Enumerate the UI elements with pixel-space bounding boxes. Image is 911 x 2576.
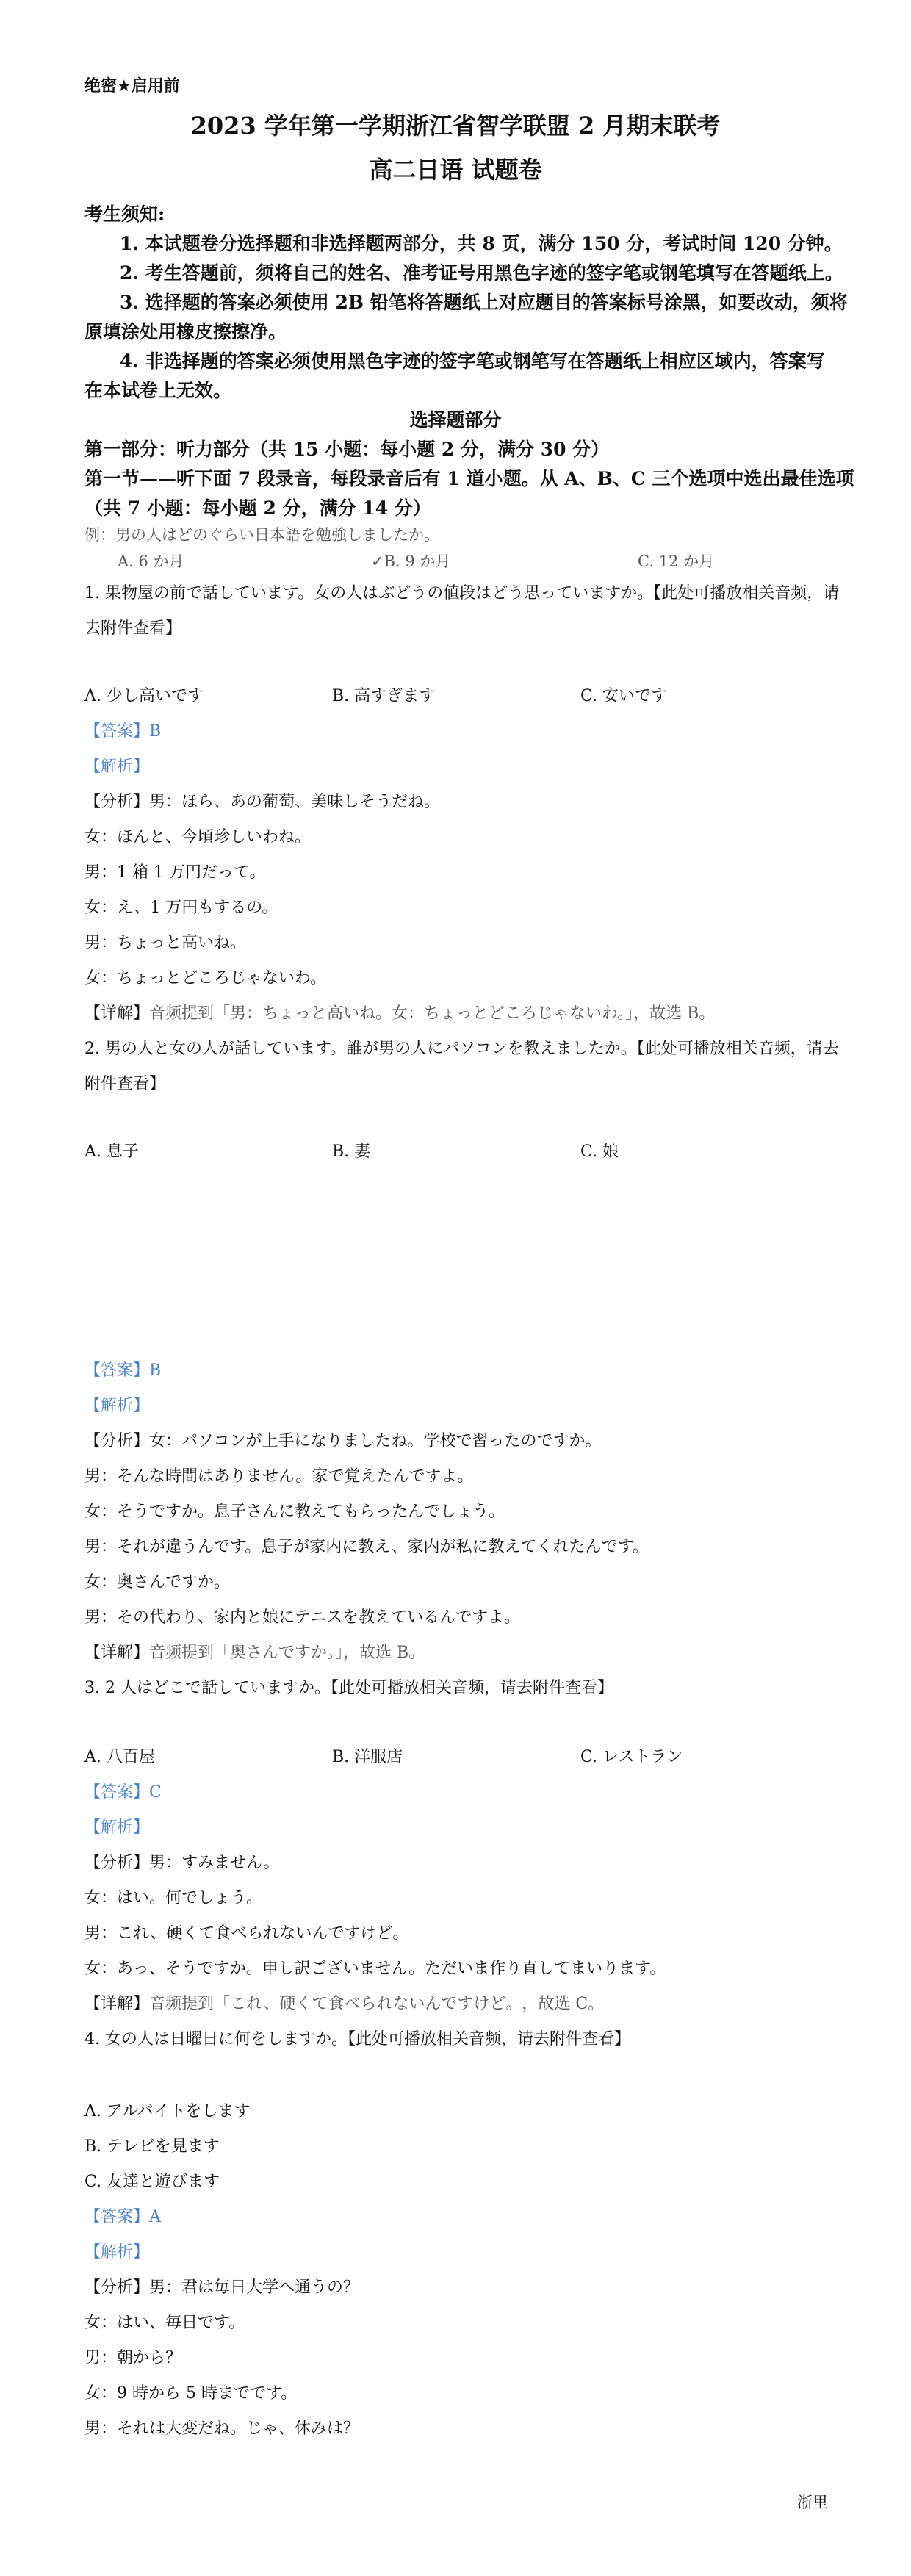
- q2-answer: 【答案】B: [84, 1361, 162, 1380]
- q2-analysis-label: 【解析】: [84, 1397, 150, 1415]
- q4-text: 4. 女の人は日曜日に何をしますか。【此处可播放相关音频，请去附件查看】: [84, 2030, 630, 2048]
- q3-option-c: C. レストラン: [580, 1748, 683, 1766]
- subsection-1-heading-cont: （共 7 小题：每小题 2 分，满分 14 分）: [84, 497, 431, 519]
- q4-dialogue-2: 女：はい、毎日です。: [84, 2314, 245, 2332]
- example-option-c: C. 12 か月: [638, 553, 715, 570]
- q1-option-b: B. 高すぎます: [332, 687, 436, 705]
- q4-dialogue-4: 女：9 時から 5 時までです。: [84, 2384, 298, 2403]
- q4-answer: 【答案】A: [84, 2208, 161, 2226]
- footer-mark: 浙里: [797, 2494, 828, 2511]
- secret-label: 绝密★启用前: [84, 77, 180, 96]
- q1-detail-text: 音频提到「男：ちょっと高いね。女：ちょっとどころじゃないわ。」，故选 B。: [149, 1004, 716, 1023]
- q3-answer: 【答案】C: [84, 1783, 162, 1802]
- notice-item-4-cont: 在本试卷上无效。: [84, 380, 232, 401]
- notice-item-3-cont: 原填涂处用橡皮擦擦净。: [84, 321, 287, 342]
- q1-dialogue-3: 男：1 箱 1 万円だって。: [84, 863, 266, 882]
- q2-dialogue-3: 女：そうですか。息子さんに教えてもらったんでしょう。: [84, 1503, 505, 1521]
- q4-analysis-label: 【解析】: [84, 2243, 150, 2262]
- q1-option-c: C. 安いです: [580, 687, 668, 705]
- q3-detail: [84, 1991, 604, 2014]
- q3-dialogue-1: 【分析】男：すみません。: [84, 1854, 280, 1872]
- q4-option-c: C. 友達と遊びます: [84, 2173, 220, 2191]
- q3-option-a: A. 八百屋: [84, 1748, 155, 1766]
- section-title: 选择题部分: [409, 409, 502, 431]
- q1-dialogue-4: 女：え、1 万円もするの。: [84, 899, 278, 917]
- notice-item-4: 4. 非选择题的答案必须使用黑色字迹的签字笔或钢笔写在答题纸上相应区域内，答案写: [120, 350, 825, 372]
- q4-dialogue-3: 男：朝から？: [84, 2349, 182, 2367]
- q2-dialogue-4: 男：それが違うんです。息子が家内に教え、家内が私に教えてくれたんです。: [84, 1538, 649, 1556]
- q4-option-b: B. テレビを見ます: [84, 2137, 220, 2156]
- q2-text-cont: 附件查看】: [84, 1075, 166, 1093]
- subsection-1-heading: 第一节——听下面 7 段录音，每段录音后有 1 道小题。从 A、B、C 三个选项中选出最佳选项: [84, 468, 854, 489]
- q2-option-c: C. 娘: [580, 1143, 619, 1161]
- exam-title: 2023 学年第一学期浙江省智学联盟 2 月期末联考: [190, 112, 721, 140]
- q2-detail: [84, 1640, 425, 1663]
- q1-option-a: A. 少し高いです: [84, 687, 204, 705]
- notice-item-3: 3. 选择题的答案必须使用 2B 铅笔将答题纸上对应题目的答案标号涂黑，如要改动，须将: [120, 292, 848, 313]
- q2-dialogue-6: 男：その代わり、家内と娘にテニスを教えているんですよ。: [84, 1608, 521, 1627]
- q1-dialogue-1: 【分析】男：ほら、あの葡萄、美味しそうだね。: [84, 793, 441, 811]
- notice-item-2: 2. 考生答题前，须将自己的姓名、准考证号用黑色字迹的签字笔或钢笔填写在答题纸上。: [120, 262, 843, 284]
- q1-text-cont: 去附件查看】: [84, 619, 182, 638]
- q1-answer: 【答案】B: [84, 722, 162, 741]
- q2-dialogue-5: 女：奥さんですか。: [84, 1573, 231, 1591]
- q4-dialogue-1: 【分析】男：君は毎日大学へ通うの？: [84, 2278, 360, 2297]
- q4-dialogue-5: 男：それは大変だね。じゃ、休みは？: [84, 2420, 360, 2438]
- notice-heading: 考生须知:: [84, 204, 165, 225]
- example-option-a: A. 6 か月: [118, 553, 184, 570]
- q2-detail-label: 【详解】: [84, 1644, 150, 1662]
- q1-detail: [84, 1001, 715, 1023]
- q2-option-a: A. 息子: [84, 1143, 139, 1161]
- q2-dialogue-1: 【分析】女：パソコンが上手になりましたね。学校で習ったのですか。: [84, 1432, 602, 1450]
- q3-analysis-label: 【解析】: [84, 1818, 150, 1837]
- example-option-b: ✓B. 9 か月: [371, 553, 451, 570]
- q1-dialogue-5: 男：ちょっと高いね。: [84, 934, 247, 952]
- example-question: 例：男の人はどのぐらい日本語を勉強しましたか。: [84, 526, 439, 544]
- q2-text: 2. 男の人と女の人が話しています。誰が男の人にパソコンを教えましたか。【此处可播放相关音频，请去: [84, 1040, 839, 1058]
- q2-option-b: B. 妻: [332, 1143, 371, 1161]
- exam-subtitle: 高二日语 试题卷: [369, 156, 542, 184]
- q3-dialogue-4: 女：あっ、そうですか。申し訳ございません。ただいま作り直してまいります。: [84, 1960, 666, 1978]
- q3-dialogue-2: 女：はい。何でしょう。: [84, 1889, 263, 1907]
- q4-option-a: A. アルバイトをします: [84, 2102, 251, 2120]
- q3-detail-text: 音频提到「これ、硬くて食べられないんですけど。」，故选 C。: [149, 1995, 605, 2013]
- notice-item-1: 1. 本试题卷分选择题和非选择题两部分，共 8 页，满分 150 分，考试时间 120 分钟。: [120, 233, 843, 254]
- q3-option-b: B. 洋服店: [332, 1748, 403, 1766]
- q3-dialogue-3: 男：これ、硬くて食べられないんですけど。: [84, 1924, 409, 1943]
- q1-dialogue-2: 女：ほんと、今頃珍しいわね。: [84, 828, 312, 846]
- q1-detail-label: 【详解】: [84, 1004, 150, 1023]
- part-1-heading: 第一部分：听力部分（共 15 小题：每小题 2 分，满分 30 分）: [84, 439, 610, 460]
- q2-detail-text: 音频提到「奥さんですか。」，故选 B。: [149, 1644, 425, 1662]
- q2-dialogue-2: 男：そんな時間はありません。家で覚えたんですよ。: [84, 1467, 474, 1486]
- q1-analysis-label: 【解析】: [84, 758, 150, 776]
- q3-text: 3. 2 人はどこで話していますか。【此处可播放相关音频，请去附件查看】: [84, 1679, 613, 1697]
- q1-dialogue-6: 女：ちょっとどころじゃないわ。: [84, 969, 327, 987]
- q1-text: 1. 果物屋の前で話しています。女の人はぶどうの値段はどう思っていますか。【此处可播放相关音频，请: [84, 584, 840, 602]
- q3-detail-label: 【详解】: [84, 1995, 150, 2013]
